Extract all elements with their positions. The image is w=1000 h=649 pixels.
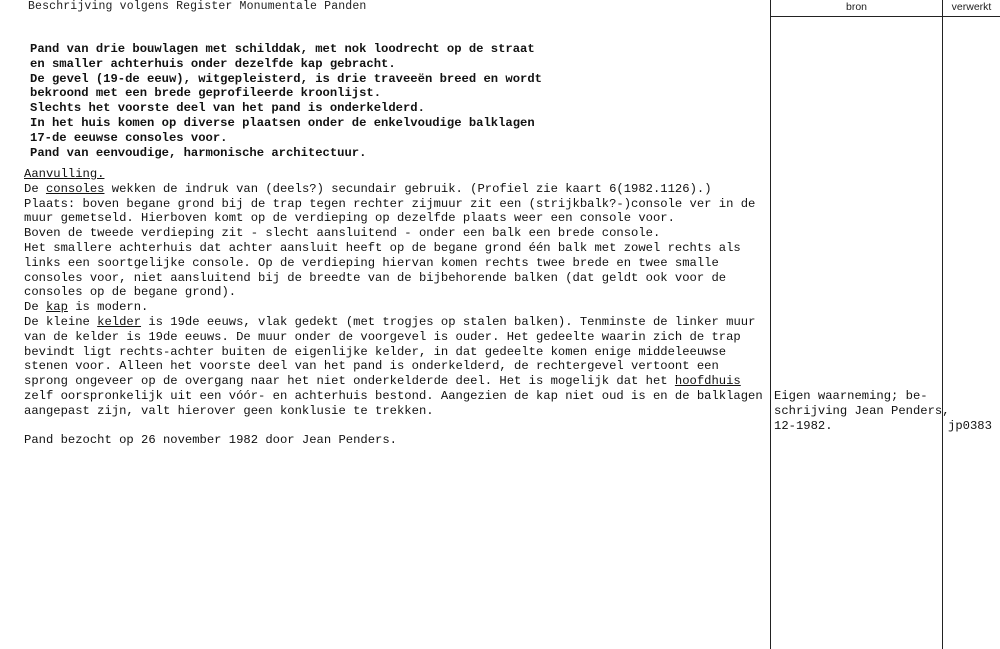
- bron-source-text: [774, 389, 950, 433]
- text-fragment: De: [24, 300, 46, 315]
- text-fragment: De: [24, 181, 46, 196]
- column-header-bron: bron: [845, 1, 867, 13]
- kelder-term: kelder: [97, 314, 142, 329]
- text-fragment: wekken de indruk van (deels?) secundair gebruik. (Profiel zie kaart 6(1982.1126).): [104, 181, 712, 196]
- body-line: bevindt ligt rechts-achter buiten de eigenlijke kelder, in dat gedeelte komen enige middeleeuwse: [24, 344, 727, 359]
- bron-line: schrijving Jean Penders,: [774, 403, 950, 418]
- hoofdhuis-term: hoofdhuis: [674, 374, 741, 389]
- register-line: en smaller achterhuis onder dezelfde kap gebracht.: [30, 56, 396, 71]
- register-line: Pand van drie bouwlagen met schilddak, met nok loodrecht op de straat: [30, 42, 535, 56]
- body-line: stenen voor. Alleen het voorste deel van het pand is onderkelderd, de rechtergevel vertoont een: [24, 359, 719, 374]
- register-line: 17-de eeuwse consoles voor.: [30, 130, 228, 145]
- kap-term: kap: [45, 300, 68, 315]
- body-line: consoles voor, niet aansluitend bij de breedte van de bijbehorende balken (dat geldt ook voor de: [24, 270, 727, 285]
- register-line: De gevel (19-de eeuw), witgepleisterd, is drie traveeën breed en wordt: [30, 71, 542, 86]
- body-line: muur gemetseld. Hierboven komt op de verdieping op dezelfde plaats weer een console voor.: [24, 211, 675, 226]
- register-description: [30, 42, 542, 160]
- kap-line: [24, 300, 763, 315]
- body-line: links een soortgelijke console. Op de verdieping hiervan komen rechts twee brede en twee smalle: [24, 255, 719, 270]
- consoles-paragraph: [24, 182, 763, 197]
- bron-line: Eigen waarneming; be-: [774, 389, 928, 403]
- body-line: Boven de tweede verdieping zit - slecht aansluitend - onder een balk een brede console.: [24, 226, 661, 241]
- page-header-title: Beschrijving volgens Register Monumentale Panden: [28, 0, 367, 13]
- body-line: zelf oorspronkelijk uit een vóór- en achterhuis bestond. Aangezien de kap niet oud is en de balklagen: [24, 388, 763, 403]
- body-line: van de kelder is 19de eeuws. De muur onder de voorgevel is ouder. Het gedeelte waarin zich de trap: [24, 329, 741, 344]
- aanvulling-heading: Aanvulling.: [24, 167, 105, 181]
- register-line: Pand van eenvoudige, harmonische architectuur.: [30, 145, 367, 160]
- aanvulling-section: [24, 167, 763, 448]
- body-line: aangepast zijn, valt hierover geen konklusie te trekken.: [24, 403, 434, 418]
- consoles-term: consoles: [45, 181, 105, 196]
- column-header-verwerkt: verwerkt: [951, 1, 992, 13]
- column-header-rule: [770, 16, 1000, 17]
- body-line: Plaats: boven begane grond bij de trap tegen rechter zijmuur zit een (strijkbalk?-)console ver in de: [24, 196, 756, 211]
- body-line: consoles op de begane grond).: [24, 285, 237, 300]
- register-line: In het huis komen op diverse plaatsen onder de enkelvoudige balklagen: [30, 115, 535, 130]
- register-line: Slechts het voorste deel van het pand is onderkelderd.: [30, 101, 425, 116]
- register-line: bekroond met een brede geprofileerde kroonlijst.: [30, 86, 382, 101]
- hoofdhuis-line: [24, 374, 763, 389]
- bron-line: 12-1982.: [774, 418, 833, 433]
- spacer-line: [24, 419, 763, 434]
- kelder-line: [24, 315, 763, 330]
- text-fragment: is modern.: [67, 300, 149, 315]
- column-divider-right: [942, 0, 943, 649]
- verwerkt-code: jp0383: [948, 419, 992, 433]
- visit-note: Pand bezocht op 26 november 1982 door Jean Penders.: [24, 433, 397, 448]
- column-divider-left: [770, 0, 771, 649]
- text-fragment: is 19de eeuws, vlak gedekt (met trogjes op stalen balken). Tenminste de linker muur: [141, 314, 756, 329]
- text-fragment: De kleine: [24, 314, 98, 329]
- text-fragment: sprong ongeveer op de overgang naar het niet onderkelderde deel. Het is mogelijk dat het: [24, 374, 675, 389]
- body-line: Het smallere achterhuis dat achter aansluit heeft op de begane grond één balk met zowel rechts als: [24, 240, 741, 255]
